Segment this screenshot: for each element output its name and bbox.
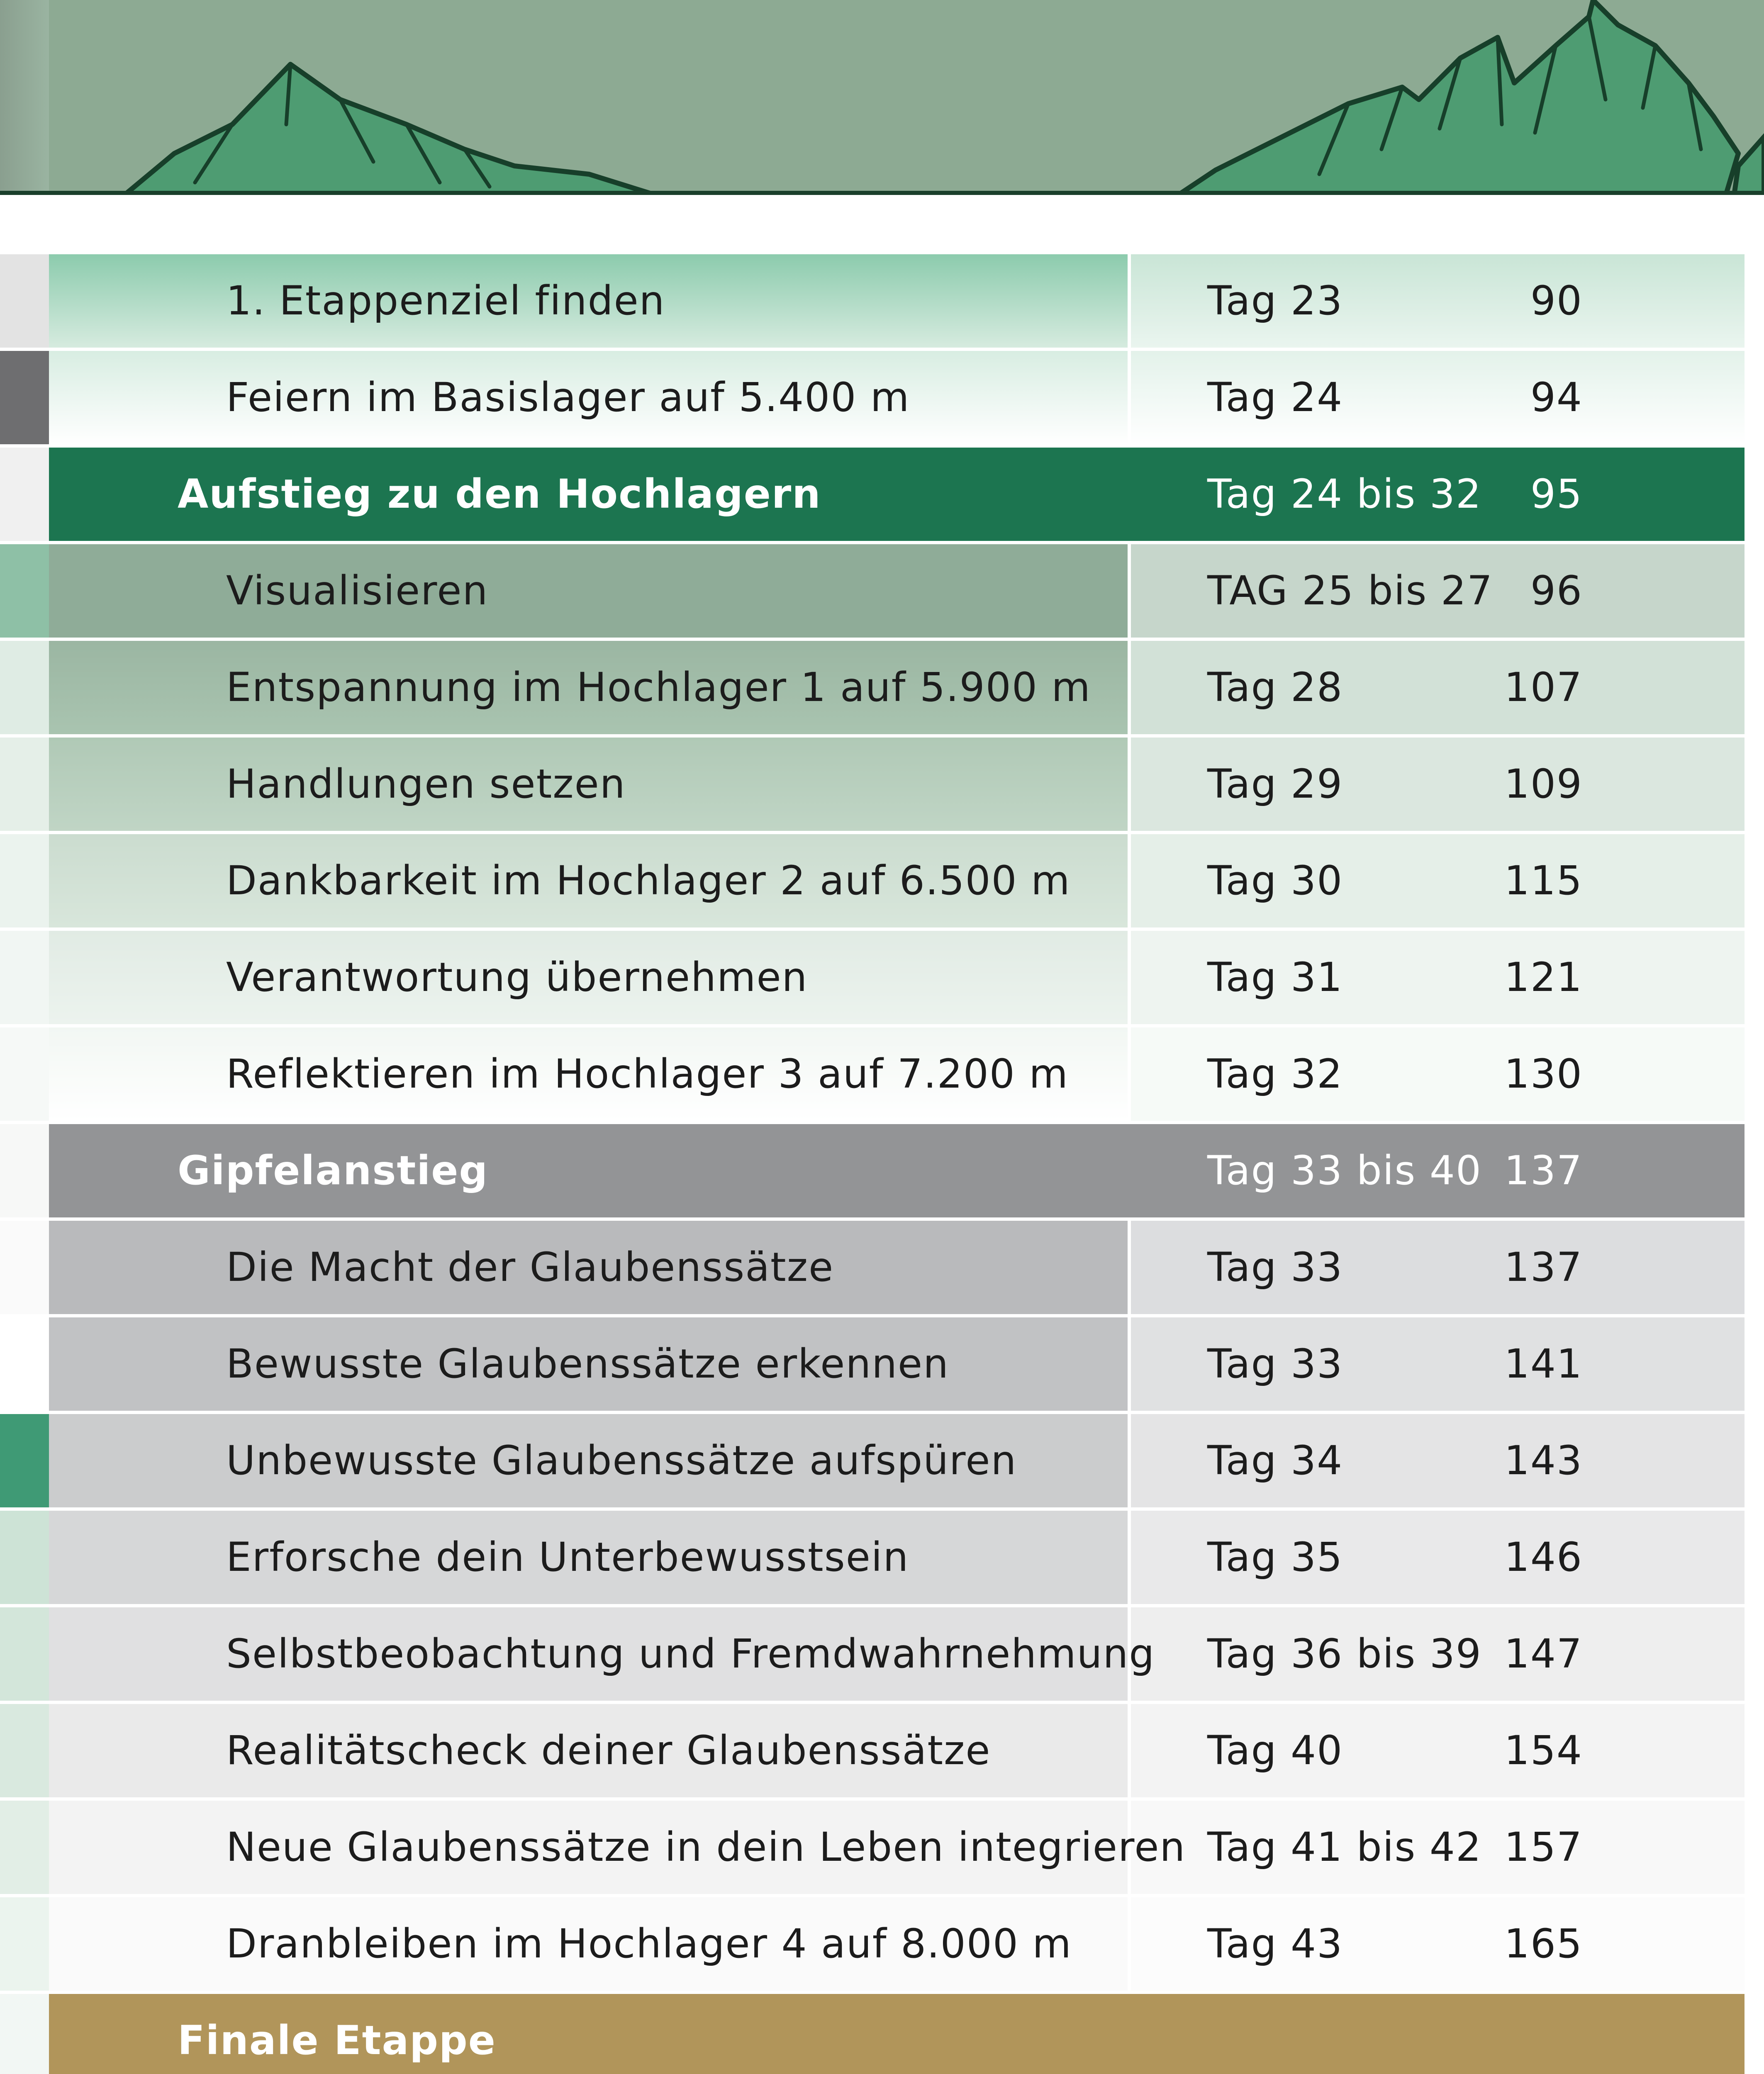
entry-title: Verantwortung übernehmen xyxy=(226,954,808,1000)
day-range: Tag 33 xyxy=(1207,1341,1343,1387)
toc-entry-row[interactable] xyxy=(0,1221,1745,1314)
header-banner xyxy=(0,0,1764,195)
day-range: Tag 28 xyxy=(1207,664,1343,711)
row-side-strip xyxy=(0,1801,49,1894)
day-range: Tag 23 xyxy=(1207,278,1343,324)
day-range: Tag 36 bis 39 xyxy=(1207,1631,1482,1677)
entry-title: Feiern im Basislager auf 5.400 m xyxy=(226,374,910,421)
page-number: 137 xyxy=(1504,1147,1583,1194)
entry-title: Dankbarkeit im Hochlager 2 auf 6.500 m xyxy=(226,857,1071,904)
page-number: 165 xyxy=(1504,1921,1583,1967)
entry-title: Erforsche dein Unterbewusstsein xyxy=(226,1534,909,1580)
day-range: Tag 43 xyxy=(1207,1921,1343,1967)
row-side-strip xyxy=(0,1994,49,2074)
day-range: Tag 40 xyxy=(1207,1727,1343,1774)
toc-entry-row[interactable] xyxy=(0,1414,1745,1507)
section-title: Finale Etappe xyxy=(178,2017,496,2064)
day-range: TAG 25 bis 27 xyxy=(1207,567,1494,614)
row-side-strip xyxy=(0,1414,49,1507)
toc-entry-row[interactable] xyxy=(0,1801,1745,1894)
entry-title: Die Macht der Glaubenssätze xyxy=(226,1244,834,1290)
row-side-strip xyxy=(0,351,49,444)
row-side-strip xyxy=(0,1511,49,1604)
day-range: Tag 41 bis 42 xyxy=(1207,1824,1482,1870)
toc-entry-row[interactable] xyxy=(0,738,1745,831)
day-range: Tag 32 xyxy=(1207,1051,1343,1097)
page-number: 107 xyxy=(1504,664,1583,711)
row-side-strip xyxy=(0,1124,49,1217)
toc-entry-row[interactable] xyxy=(0,1607,1745,1701)
page-number: 147 xyxy=(1504,1631,1583,1677)
day-range: Tag 34 xyxy=(1207,1437,1343,1484)
page-number: 143 xyxy=(1504,1437,1583,1484)
page-number: 90 xyxy=(1530,278,1583,324)
row-side-strip xyxy=(0,1027,49,1121)
page-number: 137 xyxy=(1504,1244,1583,1290)
row-side-strip xyxy=(0,1607,49,1701)
row-side-strip xyxy=(0,254,49,348)
row-side-strip xyxy=(0,544,49,638)
day-range: Tag 30 xyxy=(1207,857,1343,904)
row-side-strip xyxy=(0,1221,49,1314)
toc-entry-row[interactable] xyxy=(0,1511,1745,1604)
page-number: 121 xyxy=(1504,954,1583,1000)
page-number: 154 xyxy=(1504,1727,1583,1774)
page-number: 146 xyxy=(1504,1534,1583,1580)
entry-title: Neue Glaubenssätze in dein Leben integrieren xyxy=(226,1824,1186,1870)
row-side-strip xyxy=(0,834,49,927)
page-number: 130 xyxy=(1504,1051,1583,1097)
mountain-illustration xyxy=(0,0,1764,195)
row-side-strip xyxy=(0,1897,49,1991)
page-number: 96 xyxy=(1530,567,1583,614)
toc-entry-row[interactable] xyxy=(0,834,1745,927)
page-number: 157 xyxy=(1504,1824,1583,1870)
page-number: 94 xyxy=(1530,374,1583,421)
toc-entry-row[interactable] xyxy=(0,641,1745,734)
page-number: 115 xyxy=(1504,857,1583,904)
toc-entry-row[interactable] xyxy=(0,351,1745,444)
toc-section-row[interactable] xyxy=(0,1994,1745,2074)
toc-entry-row[interactable] xyxy=(0,544,1745,638)
row-title-cell xyxy=(49,544,1128,638)
entry-title: Selbstbeobachtung und Fremdwahrnehmung xyxy=(226,1631,1155,1677)
toc-entry-row[interactable] xyxy=(0,1704,1745,1797)
day-range: Tag 24 xyxy=(1207,374,1343,421)
table-of-contents xyxy=(0,254,1745,2074)
toc-entry-row[interactable] xyxy=(0,1027,1745,1121)
entry-title: Dranbleiben im Hochlager 4 auf 8.000 m xyxy=(226,1921,1072,1967)
day-range: Tag 33 xyxy=(1207,1244,1343,1290)
entry-title: 1. Etappenziel finden xyxy=(226,278,665,324)
day-range: Tag 33 bis 40 xyxy=(1207,1147,1482,1194)
day-range: Tag 24 bis 32 xyxy=(1207,471,1482,517)
toc-entry-row[interactable] xyxy=(0,1897,1745,1991)
entry-title: Visualisieren xyxy=(226,567,489,614)
entry-title: Reflektieren im Hochlager 3 auf 7.200 m xyxy=(226,1051,1069,1097)
row-side-strip xyxy=(0,738,49,831)
toc-entry-row[interactable] xyxy=(0,931,1745,1024)
left-mountain xyxy=(124,64,655,195)
row-side-strip xyxy=(0,1704,49,1797)
entry-title: Entspannung im Hochlager 1 auf 5.900 m xyxy=(226,664,1091,711)
entry-title: Handlungen setzen xyxy=(226,761,626,807)
row-side-strip xyxy=(0,641,49,734)
entry-title: Unbewusste Glaubenssätze aufspüren xyxy=(226,1437,1017,1484)
row-side-strip xyxy=(0,931,49,1024)
toc-entry-row[interactable] xyxy=(0,1317,1745,1411)
day-range: Tag 29 xyxy=(1207,761,1343,807)
section-title: Gipfelanstieg xyxy=(178,1147,489,1194)
header-baseline xyxy=(0,191,1764,195)
page-number: 141 xyxy=(1504,1341,1583,1387)
section-title: Aufstieg zu den Hochlagern xyxy=(178,471,821,517)
toc-section-row[interactable] xyxy=(0,448,1745,541)
row-side-strip xyxy=(0,1317,49,1411)
toc-entry-row[interactable] xyxy=(0,254,1745,348)
toc-section-row[interactable] xyxy=(0,1124,1745,1217)
row-side-strip xyxy=(0,448,49,541)
page-number: 95 xyxy=(1530,471,1583,517)
entry-title: Bewusste Glaubenssätze erkennen xyxy=(226,1341,949,1387)
page-number: 109 xyxy=(1504,761,1583,807)
day-range: Tag 31 xyxy=(1207,954,1343,1000)
day-range: Tag 35 xyxy=(1207,1534,1343,1580)
right-mountains xyxy=(1178,0,1738,195)
entry-title: Realitätscheck deiner Glaubenssätze xyxy=(226,1727,991,1774)
